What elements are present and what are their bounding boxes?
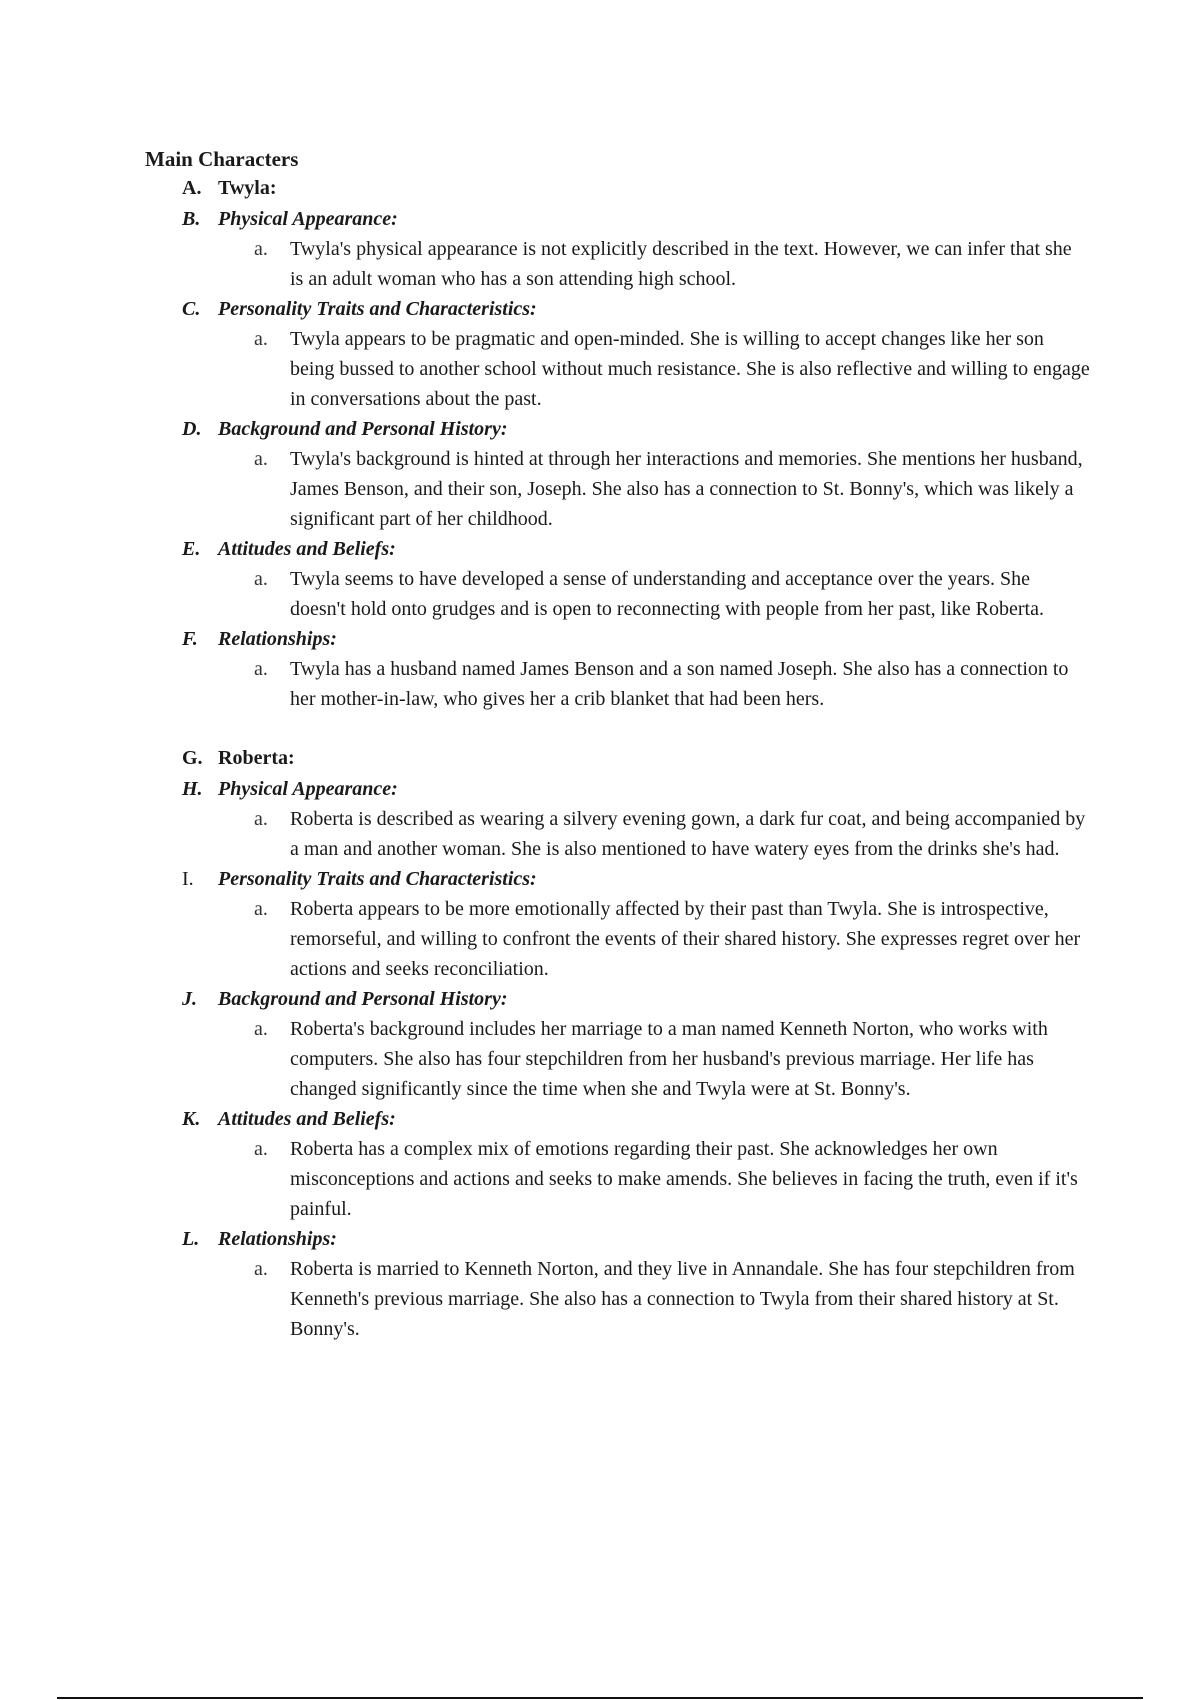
list-item [0,1134,1200,1224]
heading-label: Relationships: [218,628,337,650]
item-text: Roberta appears to be more emotionally affected by their past than Twyla. She is introspective, remorseful, and willing to confront the events of their shared history. She expresses regret over her actions and seeks reconciliation. [290,898,1081,980]
heading-twyla-personality [0,294,1200,325]
heading-roberta-attitudes [0,1104,1200,1135]
item-text: Roberta has a complex mix of emotions regarding their past. She acknowledges her own misconceptions and actions and seeks to make amends. She believes in facing the truth, even if it's painful. [290,1138,1078,1220]
list-item [0,324,1200,414]
outline-letter: D. [182,418,202,440]
heading-label: Background and Personal History: [218,418,508,440]
list-marker: a. [254,808,268,830]
heading-label: Relationships: [218,1228,337,1250]
page-bottom-rule [57,1697,1143,1699]
list-item [0,654,1200,714]
heading-label: Physical Appearance: [218,778,398,800]
list-item [0,804,1200,864]
item-text: Twyla has a husband named James Benson and a son named Joseph. She also has a connection to her mother-in-law, who gives her a crib blanket that had been hers. [290,658,1069,710]
heading-twyla-relationships [0,624,1200,655]
outline-letter: G. [182,747,203,769]
outline-letter: F. [182,628,198,650]
list-marker: a. [254,328,268,350]
heading-label: Background and Personal History: [218,988,508,1010]
list-marker: a. [254,898,268,920]
heading-label: Physical Appearance: [218,208,398,230]
item-text: Twyla seems to have developed a sense of understanding and acceptance over the years. She doesn't hold onto grudges and is open to reconnecting with people from her past, like Roberta. [290,568,1044,620]
list-item [0,894,1200,984]
list-marker: a. [254,1258,268,1280]
heading-twyla [0,173,1200,204]
outline-letter: I. [182,868,194,890]
item-text: Twyla's background is hinted at through her interactions and memories. She mentions her husband, James Benson, and their son, Joseph. She also has a connection to St. Bonny's, which was likely a significant part of her childhood. [290,448,1083,530]
heading-roberta-relationships [0,1224,1200,1255]
outline-letter: K. [182,1108,201,1130]
outline-letter: E. [182,538,201,560]
item-text: Twyla appears to be pragmatic and open-minded. She is willing to accept changes like her son being bussed to another school without much resistance. She is also reflective and willing to engage in conversations about the past. [290,328,1090,410]
list-item [0,234,1200,294]
outline-letter: J. [182,988,197,1010]
outline-letter: B. [182,208,201,230]
heading-label: Twyla: [218,177,277,199]
item-text: Roberta is married to Kenneth Norton, and they live in Annandale. She has four stepchildren from Kenneth's previous marriage. She also has a connection to Twyla from their shared history at St. Bonny's. [290,1258,1075,1340]
list-marker: a. [254,658,268,680]
heading-label: Attitudes and Beliefs: [218,1108,396,1130]
list-item [0,1254,1200,1344]
heading-label: Roberta: [218,747,295,769]
heading-roberta-physical-appearance [0,774,1200,805]
outline-letter: L. [182,1228,200,1250]
document-title: Main Characters [145,147,299,171]
heading-label: Personality Traits and Characteristics: [218,868,537,890]
item-text: Roberta is described as wearing a silvery evening gown, a dark fur coat, and being accompanied by a man and another woman. She is also mentioned to have watery eyes from the drinks she's had. [290,808,1086,860]
list-marker: a. [254,1138,268,1160]
list-marker: a. [254,238,268,260]
heading-roberta-background [0,984,1200,1015]
item-text: Roberta's background includes her marriage to a man named Kenneth Norton, who works with computers. She also has four stepchildren from her husband's previous marriage. Her life has changed significantly since the time when she and Twyla were at St. Bonny's. [290,1018,1048,1100]
outline-letter: C. [182,298,201,320]
heading-label: Attitudes and Beliefs: [218,538,396,560]
list-marker: a. [254,448,268,470]
outline-letter: H. [182,778,203,800]
character-outline [0,173,1200,1344]
list-item [0,1014,1200,1104]
list-marker: a. [254,1018,268,1040]
outline-letter: A. [182,177,202,199]
list-marker: a. [254,568,268,590]
list-item [0,564,1200,624]
heading-roberta-personality [0,864,1200,895]
heading-twyla-physical-appearance [0,204,1200,235]
heading-roberta [0,743,1200,774]
heading-twyla-attitudes [0,534,1200,565]
list-item [0,444,1200,534]
heading-label: Personality Traits and Characteristics: [218,298,537,320]
heading-twyla-background [0,414,1200,445]
item-text: Twyla's physical appearance is not explicitly described in the text. However, we can infer that she is an adult woman who has a son attending high school. [290,238,1072,290]
